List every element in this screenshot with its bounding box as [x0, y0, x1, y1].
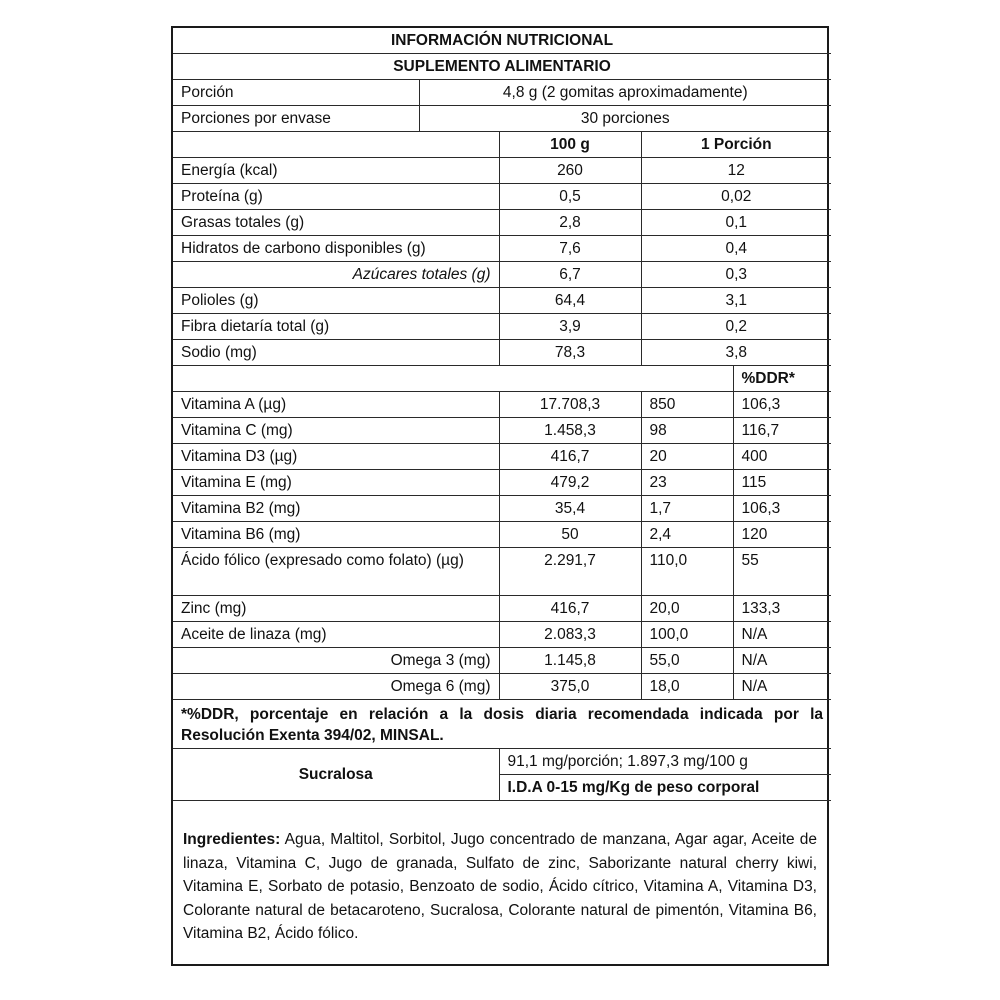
header-100g: 100 g [499, 132, 641, 158]
vitamin-ddr: N/A [733, 648, 831, 674]
nutrient-value-portion: 0,4 [641, 236, 831, 262]
footnote-row [173, 700, 831, 749]
vitamin-name: Vitamina A (µg) [173, 392, 499, 418]
nutrient-row [173, 262, 831, 288]
vitamin-value-100g: 1.458,3 [499, 418, 641, 444]
sucralose-label: Sucralosa [173, 749, 499, 801]
ddr-footnote: *%DDR, porcentaje en relación a la dosis diaria recomendada indicada por la Resolución Exenta 394/02, MINSAL. [173, 700, 831, 749]
sucralose-ida: I.D.A 0-15 mg/Kg de peso corporal [499, 775, 831, 801]
label-subtitle: SUPLEMENTO ALIMENTARIO [173, 54, 831, 80]
vitamin-row [173, 522, 831, 548]
vitamin-row [173, 548, 831, 596]
vitamin-value-portion: 110,0 [641, 548, 733, 596]
portion-value: 4,8 g (2 gomitas aproximadamente) [419, 80, 831, 106]
nutrient-row [173, 184, 831, 210]
nutrient-value-100g: 6,7 [499, 262, 641, 288]
vitamin-value-100g: 416,7 [499, 444, 641, 470]
header-ddr: %DDR* [733, 366, 831, 392]
nutrient-value-portion: 3,8 [641, 340, 831, 366]
nutrient-row [173, 314, 831, 340]
vitamin-value-100g: 1.145,8 [499, 648, 641, 674]
nutrient-value-100g: 3,9 [499, 314, 641, 340]
nutrient-value-portion: 3,1 [641, 288, 831, 314]
ddr-header-row [173, 366, 831, 392]
vitamin-ddr: 116,7 [733, 418, 831, 444]
vitamin-value-portion: 1,7 [641, 496, 733, 522]
header-portion: 1 Porción [641, 132, 831, 158]
subtitle-row [173, 54, 831, 80]
nutrient-value-100g: 0,5 [499, 184, 641, 210]
nutrient-value-100g: 78,3 [499, 340, 641, 366]
vitamin-row [173, 496, 831, 522]
vitamin-name: Aceite de linaza (mg) [173, 622, 499, 648]
nutrient-value-portion: 0,3 [641, 262, 831, 288]
vitamin-name: Vitamina D3 (µg) [173, 444, 499, 470]
nutrient-name: Polioles (g) [173, 288, 499, 314]
vitamin-ddr: N/A [733, 674, 831, 700]
vitamin-value-100g: 2.291,7 [499, 548, 641, 596]
nutrient-value-portion: 0,02 [641, 184, 831, 210]
vitamin-value-portion: 55,0 [641, 648, 733, 674]
ingredients-block [183, 828, 817, 946]
vitamin-row [173, 596, 831, 622]
vitamin-name: Ácido fólico (expresado como folato) (µg) [173, 548, 499, 596]
nutrient-value-portion: 12 [641, 158, 831, 184]
vitamin-value-portion: 2,4 [641, 522, 733, 548]
nutrient-name: Hidratos de carbono disponibles (g) [173, 236, 499, 262]
vitamin-row [173, 470, 831, 496]
title-row [173, 28, 831, 54]
vitamin-row [173, 392, 831, 418]
vitamin-name: Vitamina B2 (mg) [173, 496, 499, 522]
vitamin-row [173, 622, 831, 648]
nutrient-value-100g: 64,4 [499, 288, 641, 314]
vitamin-ddr: 115 [733, 470, 831, 496]
portion-label: Porción [173, 80, 419, 106]
sucralose-amount: 91,1 mg/porción; 1.897,3 mg/100 g [499, 749, 831, 775]
nutrient-name: Fibra dietaría total (g) [173, 314, 499, 340]
nutrient-value-portion: 0,1 [641, 210, 831, 236]
blank-ddr-cell [173, 366, 733, 392]
vitamin-name: Vitamina E (mg) [173, 470, 499, 496]
nutrient-name: Sodio (mg) [173, 340, 499, 366]
vitamin-value-100g: 375,0 [499, 674, 641, 700]
vitamin-ddr: 400 [733, 444, 831, 470]
vitamin-value-portion: 20 [641, 444, 733, 470]
nutrient-row [173, 288, 831, 314]
vitamin-ddr: 120 [733, 522, 831, 548]
nutrition-label [171, 26, 829, 966]
vitamin-name: Zinc (mg) [173, 596, 499, 622]
vitamin-name: Omega 3 (mg) [173, 648, 499, 674]
nutrient-value-100g: 260 [499, 158, 641, 184]
nutrient-row [173, 340, 831, 366]
vitamin-ddr: 55 [733, 548, 831, 596]
sucralose-row [173, 749, 831, 775]
nutrient-name: Azúcares totales (g) [173, 262, 499, 288]
vitamin-row [173, 418, 831, 444]
nutrient-row [173, 158, 831, 184]
nutrient-row [173, 236, 831, 262]
vitamin-value-portion: 100,0 [641, 622, 733, 648]
vitamin-name: Vitamina B6 (mg) [173, 522, 499, 548]
nutrient-value-100g: 7,6 [499, 236, 641, 262]
vitamin-value-portion: 850 [641, 392, 733, 418]
servings-label: Porciones por envase [173, 106, 419, 132]
ingredients-label: Ingredientes: [183, 831, 281, 848]
nutrient-name: Proteína (g) [173, 184, 499, 210]
vitamin-row [173, 648, 831, 674]
vitamin-value-100g: 17.708,3 [499, 392, 641, 418]
ingredients-text: Agua, Maltitol, Sorbitol, Jugo concentrado de manzana, Agar agar, Aceite de linaza, Vitamina C, Jugo de granada, Sulfato de zinc, Saborizante natural cherry kiwi, Vitamina E, Sorbato de potasio, Benzoato de sodio, Ácido cítrico, Vitamina A, Vitamina D3, Colorante natural de betacaroteno, Sucralosa, Colorante natural de pimentón, Vitamina B6, Vitamina B2, Ácido fólico. [183, 831, 818, 942]
column-header-row [173, 132, 831, 158]
nutrient-name: Grasas totales (g) [173, 210, 499, 236]
nutrient-value-100g: 2,8 [499, 210, 641, 236]
portion-row [173, 80, 831, 106]
vitamin-value-100g: 479,2 [499, 470, 641, 496]
vitamin-value-100g: 416,7 [499, 596, 641, 622]
vitamin-ddr: N/A [733, 622, 831, 648]
servings-value: 30 porciones [419, 106, 831, 132]
nutrient-name: Energía (kcal) [173, 158, 499, 184]
label-title: INFORMACIÓN NUTRICIONAL [173, 28, 831, 54]
vitamin-value-100g: 2.083,3 [499, 622, 641, 648]
vitamin-value-100g: 35,4 [499, 496, 641, 522]
blank-header-cell [173, 132, 499, 158]
vitamin-value-100g: 50 [499, 522, 641, 548]
vitamin-value-portion: 20,0 [641, 596, 733, 622]
servings-row [173, 106, 831, 132]
nutrition-table [173, 28, 831, 801]
vitamin-ddr: 106,3 [733, 496, 831, 522]
vitamin-ddr: 106,3 [733, 392, 831, 418]
vitamin-name: Omega 6 (mg) [173, 674, 499, 700]
vitamin-value-portion: 18,0 [641, 674, 733, 700]
vitamin-row [173, 444, 831, 470]
nutrient-value-portion: 0,2 [641, 314, 831, 340]
vitamin-value-portion: 98 [641, 418, 733, 444]
nutrient-row [173, 210, 831, 236]
vitamin-name: Vitamina C (mg) [173, 418, 499, 444]
vitamin-ddr: 133,3 [733, 596, 831, 622]
vitamin-row [173, 674, 831, 700]
vitamin-value-portion: 23 [641, 470, 733, 496]
